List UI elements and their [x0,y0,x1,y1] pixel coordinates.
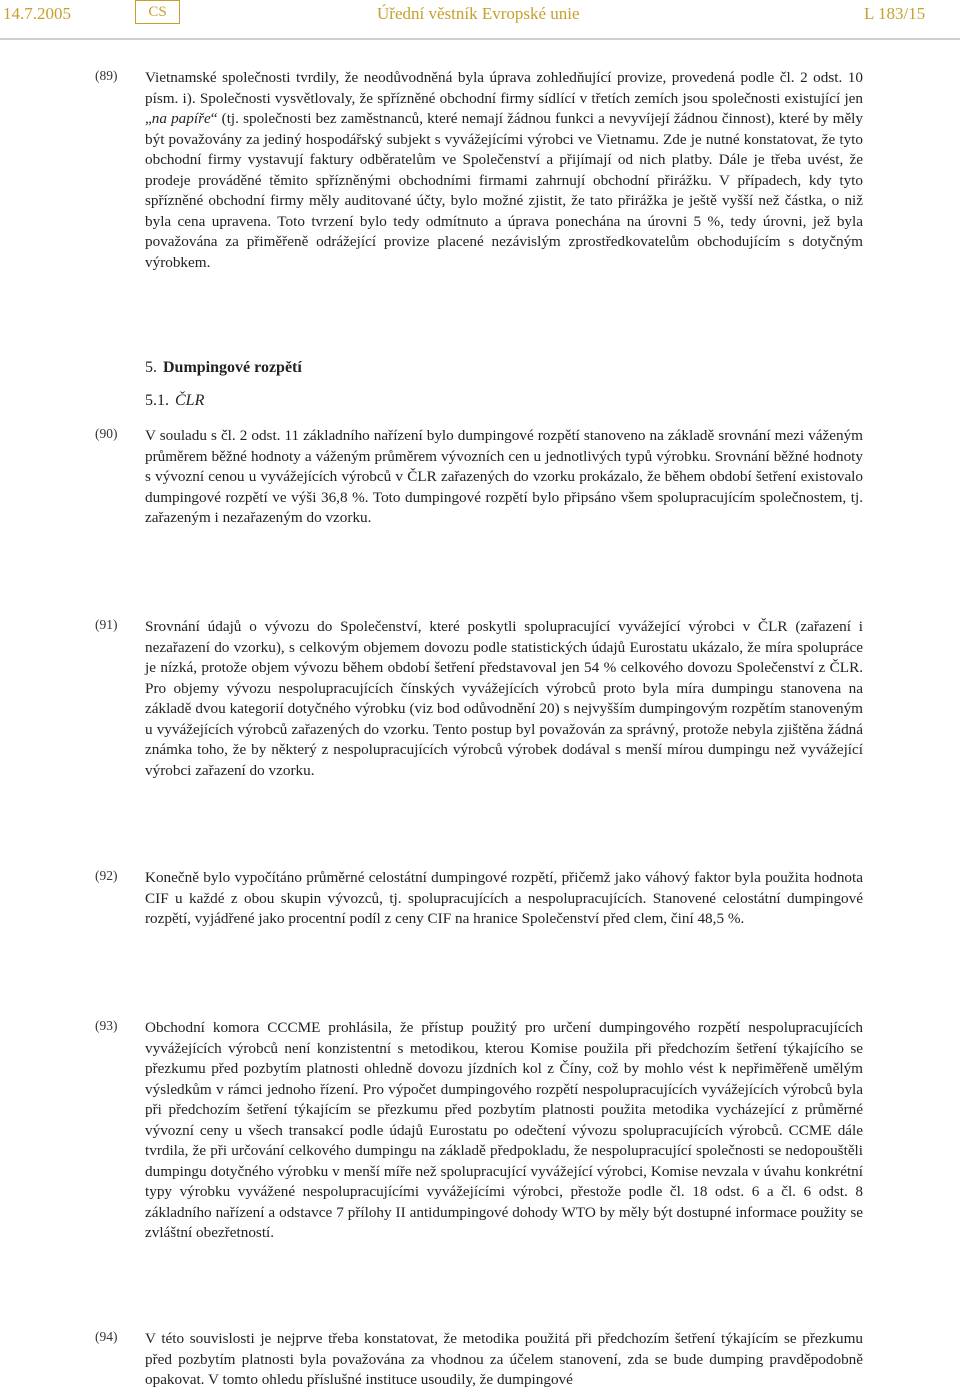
language-badge: CS [135,0,180,24]
paragraph-number: (89) [95,68,118,83]
emphasis-text: na papíře [151,110,211,127]
section-title: Dumpingové rozpětí [163,359,302,376]
subsection-number: 5.1. [145,392,169,409]
paragraph-number: (94) [95,1329,118,1344]
subsection-heading [145,392,204,410]
section-heading [145,359,302,377]
subsection-title: ČLR [175,392,205,409]
paragraph-text: Obchodní komora CCCME prohlásila, že přístup použitý pro určení dumpingového rozpětí nespolupracujících vyvážejících výrobců není konzistentní s metodikou, kterou Komise použila při předchozím šetření týkajícího se přezkumu před pozbytím platnosti ohledně dovozu jízdních kol z Číny, což by mohlo vést k nepřiměřeně umělým výsledkům v rámci jednoho řízení. Pro výpočet dumpingového rozpětí nespolupracujících vyvážejících výrobců byla při předchozím šetření týkajícím se přezkumu před pozbytím platnosti použita metodika vycházející z průměrné vývozní ceny u všech transakcí podle údajů Eurostatu po odečtení vývozu spolupracujících výrobců. CCME dále tvrdila, že při určování celkového dumpingu na základě předpokladu, že nespolupracující společnosti se nedopouštěli dumpingu dotyčného výrobku v menší míře než spolupracující vyvážející výrobci, Komise nevzala v úvahu konkrétní typy výrobku vyvážené nespolupracujícími vyvážejícími výrobci, přestože podle čl. 18 odst. 6 a čl. 6 odst. 8 základního nařízení a odstavce 7 přílohy II antidumpingové dohody WTO by měly být dostupné informace použity se zvláštní obezřetností. [145,1019,863,1241]
paragraph-number: (92) [95,868,118,883]
paragraph-text: Konečně bylo vypočítáno průměrné celostátní dumpingové rozpětí, přičemž jako váhový faktor byla použita hodnota CIF u každé z obou skupin vývozců, tj. spolupracujících a nespolupracujících. Stanovené celostátní dumpingové rozpětí, vyjádřené jako procentní podíl z ceny CIF na hranice Společenství před clem, činí 48,5 %. [145,869,863,927]
paragraph-text: V této souvislosti je nejprve třeba konstatovat, že metodika použitá při předchozím šetření týkajícím se přezkumu před pozbytím platnosti byla považována za vhodnou za účelem stanovení, zda se bude dumping pravděpodobně opakovat. V tomto ohledu příslušné instituce usoudily, že dumpingové [145,1330,863,1388]
journal-title: Úřední věstník Evropské unie [377,4,580,23]
paragraph-number: (91) [95,617,118,632]
paragraph-number: (90) [95,426,118,441]
page-number: L 183/15 [864,4,926,23]
paragraph-text: Srovnání údajů o vývozu do Společenství, které poskytli spolupracující vyvážející výrobci v ČLR (zařazení i nezařazení do vzorku), s celkovým objemem dovozu podle statistických údajů Eurostatu ukázalo, že míra spolupráce je nízká, protože objem vývozu během období šetření představoval jen 54 % celkového dovozu Společenství z ČLR. Pro objemy vývozu nespolupracujících čínských vyvážejících výrobců proto byla míra dumpingu stanovena na základě dvou kategorií dotyčného výrobku (viz bod odůvodnění 20) s nejvyšším dumpingovým rozpětím stanoveným u vyvážejících výrobců zařazených do vzorku. Tento postup byl považován za správný, protože nebyla zjištěna žádná známka toho, že by některý z nespolupracujících výrobců výrobek dodával s menší mírou dumpingu než vyvážející výrobci zařazení do vzorku. [145,618,863,779]
paragraph-text: Vietnamské společnosti tvrdily, že neodůvodněná byla úprava zohledňující provize, provedená podle čl. 2 odst. 10 písm. i). Společnosti vysvětlovaly, že spřízněné obchodní firmy sídlící v třetích zemích jsou společnosti existující jen „na papíře“ (tj. společnosti bez zaměstnanců, které nemají žádnou funkci a nevyvíjejí žádnou činnost), které by měly být považovány za jediný hospodářský subjekt s vyvážejícími výrobci ve Vietnamu. Zde je nutné konstatovat, že tyto obchodní firmy vystavují faktury odběratelům ve Společenství a přijímají od nich platby. Dále je třeba uvést, že prodeje prováděné těmito spřízněnými obchodními firmami zahrnují obchodní přirážku. V případech, kdy tyto spřízněné obchodní firmy měly auditované účty, bylo možné zjistit, že tato přirážka je ještě vyšší než částka, o niž byla cena upravena. Toto tvrzení bylo tedy odmítnuto a úprava ponechána na úrovni 5 %, tedy úrovni, jež byla považována za přiměřeně odrážející provize placené nezávislým zprostředkovatelům obchodujícím s dotyčným výrobkem. [145,69,863,271]
paragraph-text: V souladu s čl. 2 odst. 11 základního nařízení bylo dumpingové rozpětí stanoveno na základě srovnání mezi váženým průměrem běžné hodnoty a váženým průměrem vývozních cen u jednotlivých typů výrobku. Srovnání běžné hodnoty s vývozní cenou u vyvážejících výrobců v ČLR zařazených do vzorku prokázalo, že během období šetření existovalo dumpingové rozpětí ve výši 36,8 %. Toto dumpingové rozpětí bylo připsáno všem spolupracujícím společnostem, tj. zařazeným i nezařazeným do vzorku. [145,427,863,526]
header-date: 14.7.2005 [3,4,71,23]
paragraph-number: (93) [95,1018,118,1033]
section-number: 5. [145,359,157,376]
page-header [0,0,960,40]
